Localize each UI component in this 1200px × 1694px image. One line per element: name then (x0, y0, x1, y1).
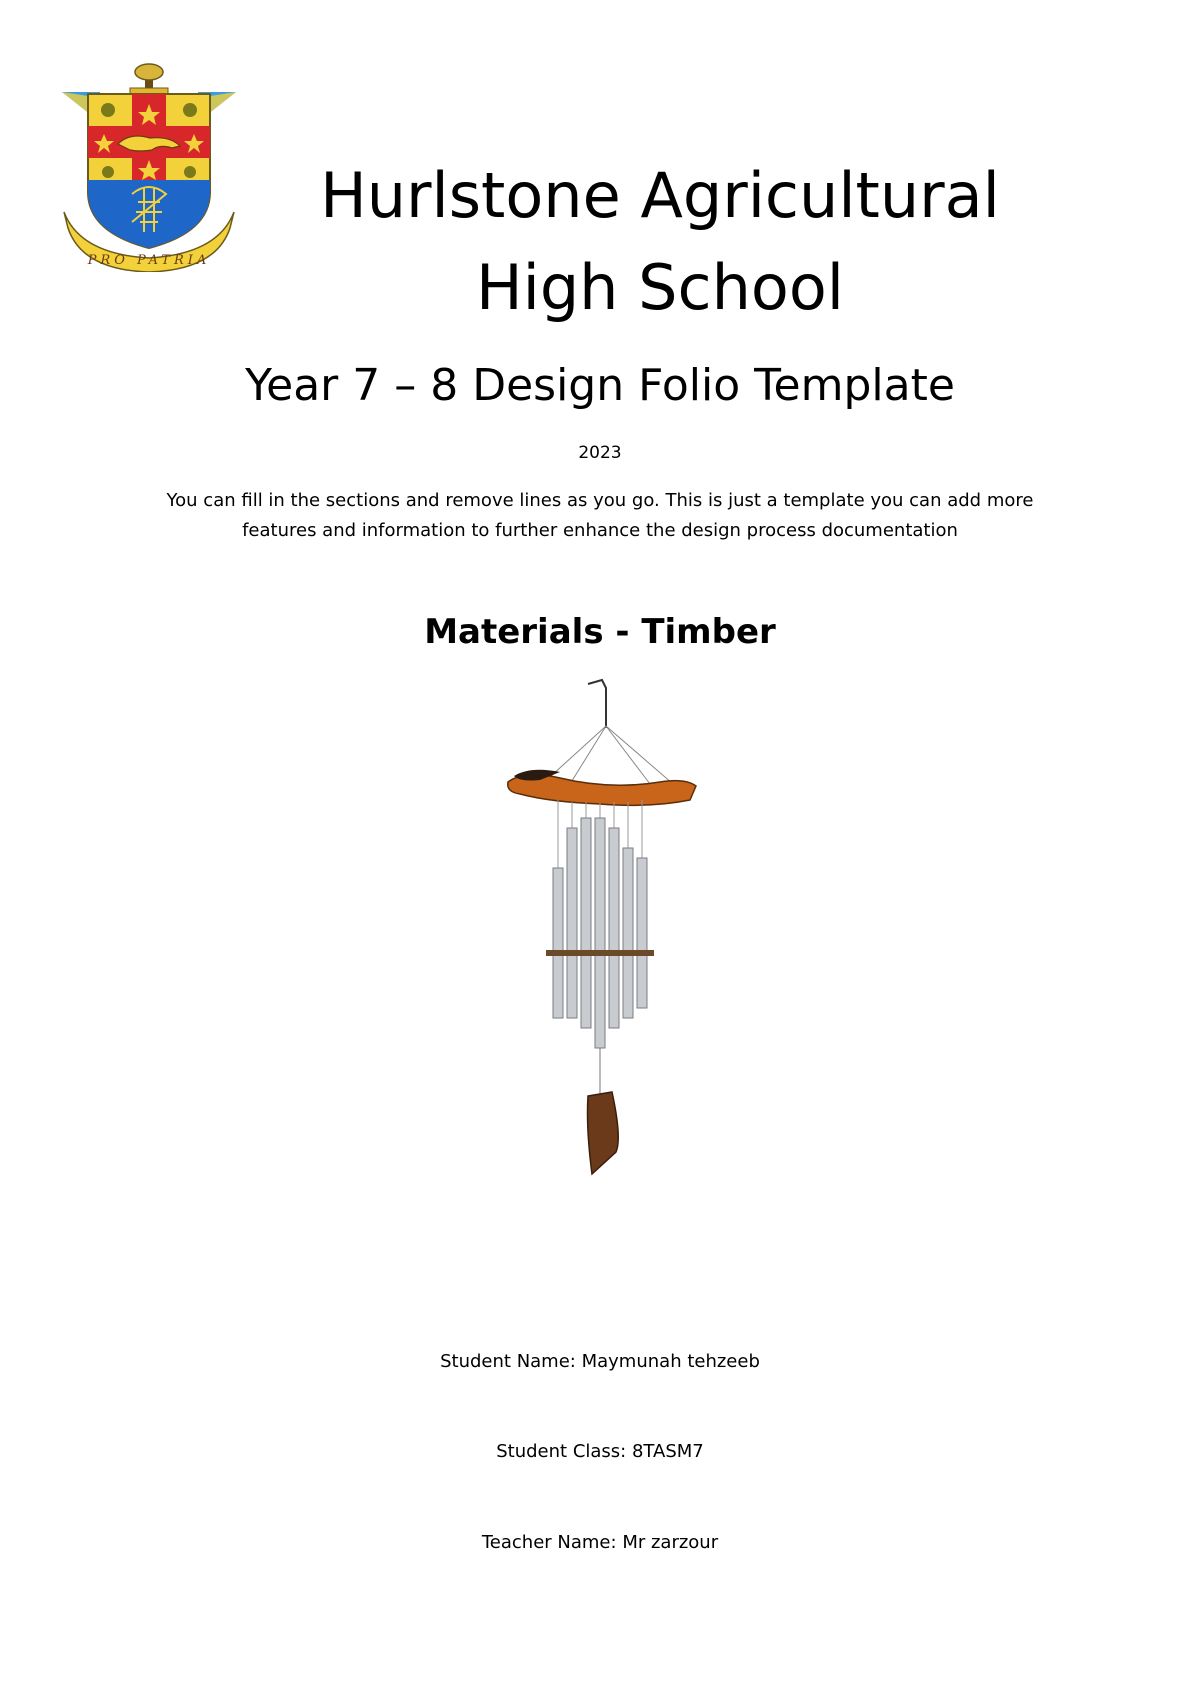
student-name-line (0, 1350, 1200, 1374)
teacher-name-line (0, 1531, 1200, 1555)
wind-chime-image (500, 678, 710, 1190)
folio-title: Year 7 – 8 Design Folio Template (245, 360, 955, 411)
crest-motto: PRO PATRIA (87, 253, 211, 268)
crest-tree-icon (130, 64, 168, 94)
year: 2023 (578, 443, 622, 463)
school-name: Hurlstone Agricultural High School (320, 159, 1000, 324)
student-class-value: 8TASM7 (631, 1441, 704, 1462)
teacher-name-value: Mr zarzour (622, 1532, 719, 1553)
school-crest-logo (60, 62, 238, 272)
student-name-label: Student Name: (440, 1351, 576, 1372)
student-class-line (0, 1440, 1200, 1464)
student-class-label: Student Class: (496, 1441, 627, 1462)
project-title: Materials - Timber (424, 612, 776, 652)
teacher-name-label: Teacher Name: (481, 1532, 617, 1553)
instructions-text: You can fill in the sections and remove lines as you go. This is just a template you can add more features and information to further enhance the design process documentation (166, 490, 1034, 541)
student-name-value: Maymunah tehzeeb (581, 1351, 760, 1372)
